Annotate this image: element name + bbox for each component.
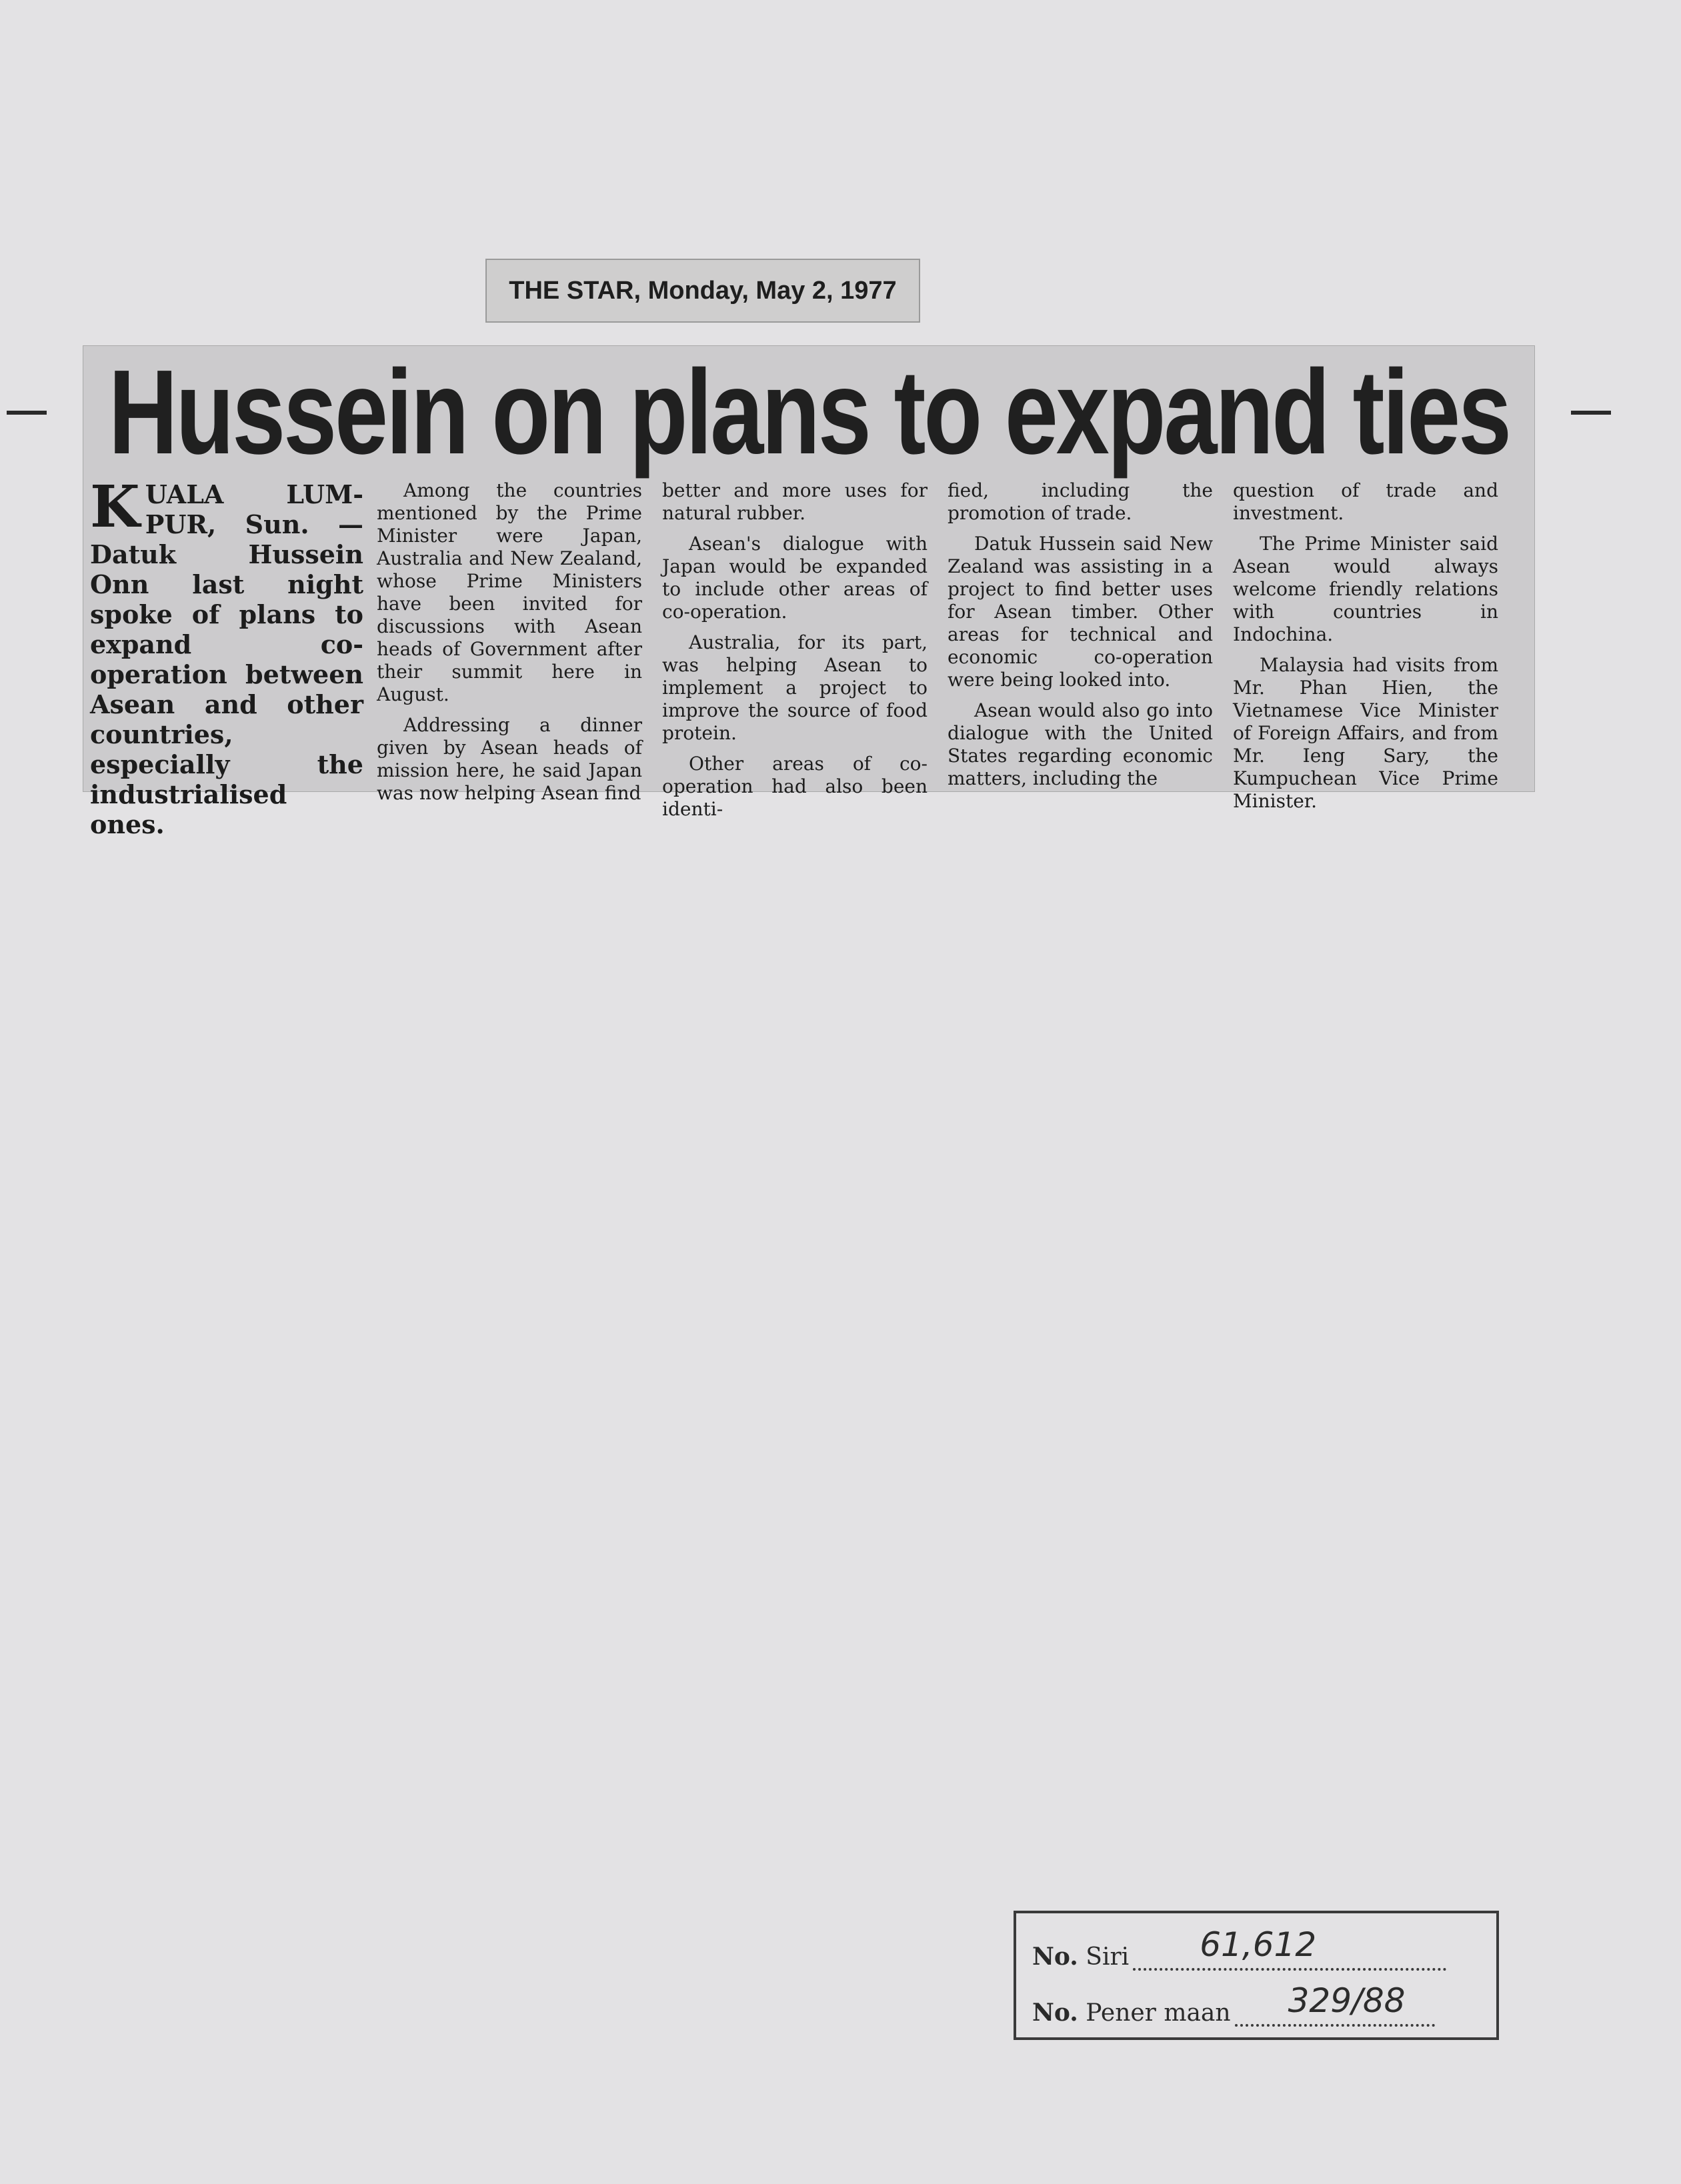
stamp-penerimaan-label: Pener maan xyxy=(1086,1999,1231,2027)
headline-right-rule xyxy=(1571,411,1611,415)
headline-left-rule xyxy=(7,411,47,415)
paragraph: Datuk Hussein said New Zealand was assisting in a project to find better uses for Asean timber. Other areas for technical and economic co-operation were being looked into. xyxy=(948,533,1213,691)
stamp-penerimaan-no: No. xyxy=(1032,1999,1078,2027)
stamp-siri-dots xyxy=(1133,1925,1446,1971)
headline: Hussein on plans to expand ties xyxy=(108,345,1510,479)
stamp-row-penerimaan xyxy=(1032,1980,1435,2027)
column-1 xyxy=(377,479,642,813)
archive-stamp xyxy=(1014,1911,1499,2040)
article-body xyxy=(83,473,1534,839)
paragraph: Australia, for its part, was helping Asean to implement a project to improve the source of food protein. xyxy=(662,631,928,744)
drop-cap: K xyxy=(90,473,140,541)
column-4 xyxy=(1233,479,1498,821)
paragraph: Addressing a dinner given by Asean heads of mission here, he said Japan was now helping Asean find xyxy=(377,714,642,804)
lead-text: UALA LUM-PUR, Sun. — Datuk Hussein Onn last night spoke of plans to expand co-operation between Asean and other countries, especially the industrialised ones. xyxy=(90,479,363,839)
paragraph: fied, including the promotion of trade. xyxy=(948,479,1213,524)
stamp-siri-no: No. xyxy=(1032,1943,1078,1971)
column-3 xyxy=(948,479,1213,798)
newspaper-clipping xyxy=(83,345,1535,839)
headline-bar xyxy=(83,346,1534,479)
column-2 xyxy=(662,479,928,829)
paragraph: Malaysia had visits from Mr. Phan Hien, the Vietnamese Vice Minister of Foreign Affairs, and from Mr. Ieng Sary, the Kumpuchean Vice Prime Minister. xyxy=(1233,654,1498,812)
stamp-row-siri xyxy=(1032,1924,1446,1971)
dateline: THE STAR, Monday, May 2, 1977 xyxy=(485,259,920,323)
stamp-siri-label: Siri xyxy=(1086,1943,1130,1971)
paragraph: better and more uses for natural rubber. xyxy=(662,479,928,524)
paragraph: Other areas of co-operation had also been identi- xyxy=(662,753,928,820)
lead-paragraph xyxy=(90,473,363,839)
paragraph: Among the countries mentioned by the Prime Minister were Japan, Australia and New Zealand, whose Prime Ministers have been invited for discussions with Asean heads of Government after their summit here in August. xyxy=(377,479,642,705)
stamp-siri-value: 61,612 xyxy=(1200,1925,1317,1964)
paragraph: The Prime Minister said Asean would always welcome friendly relations with countries in Indochina. xyxy=(1233,533,1498,645)
stamp-penerimaan-value: 329/88 xyxy=(1288,1981,1406,2020)
paragraph: question of trade and investment. xyxy=(1233,479,1498,524)
paragraph: Asean's dialogue with Japan would be expanded to include other areas of co-operation. xyxy=(662,533,928,623)
paragraph: Asean would also go into dialogue with the United States regarding economic matters, including the xyxy=(948,699,1213,789)
stamp-penerimaan-dots xyxy=(1235,1981,1435,2027)
